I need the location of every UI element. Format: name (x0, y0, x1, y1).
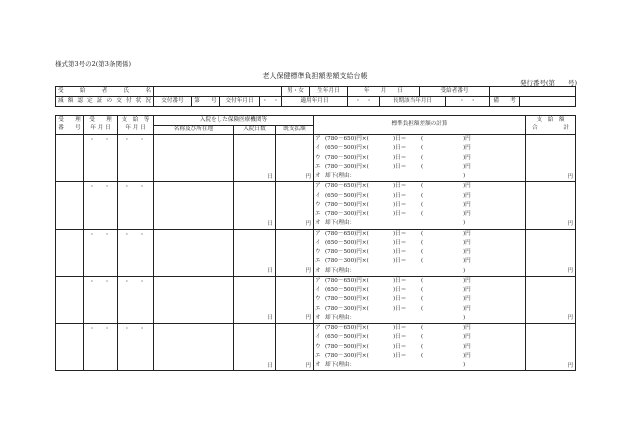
days-cell[interactable]: 日 (234, 324, 276, 371)
calc-line-mid (393, 219, 421, 228)
calc-line (315, 163, 524, 172)
table-row (56, 229, 576, 276)
calc-line-formula: (650－500)円×( (325, 287, 369, 293)
issue-number: 発行番号(第 号) (520, 79, 578, 87)
calc-line-key: ウ (315, 296, 321, 303)
calc-line-paren (421, 172, 466, 181)
calc-line-formula: (780－300)円×( (325, 211, 369, 217)
calc-line-key: オ (315, 314, 321, 321)
calc-line-mid: )日＝ (393, 145, 407, 152)
calc-line (315, 192, 524, 201)
payment-cell[interactable]: 円 (276, 229, 314, 276)
days-header: 入院日数 (234, 126, 276, 135)
payment-cell[interactable]: 円 (276, 324, 314, 371)
calc-line-paren: ( (421, 343, 424, 350)
calc-line (315, 239, 524, 248)
hospital-name-cell[interactable] (154, 229, 234, 276)
total-amount-cell[interactable]: 円 (526, 182, 576, 229)
calc-line-end: )円 (463, 325, 471, 331)
hospital-group-header: 入院をした保険医療機関等 (154, 116, 314, 126)
recipient-header-table (55, 86, 576, 107)
calc-line (315, 305, 524, 314)
calc-line-paren: ( (421, 163, 424, 170)
calc-line-paren: ( (421, 325, 424, 331)
document-title: 老人保健標準負担額差額支給台帳 (262, 72, 368, 80)
calculation-cell[interactable] (314, 229, 526, 276)
received-date-cell[interactable]: ・ ・ (84, 324, 118, 371)
calc-line-paren: ( (421, 258, 424, 265)
applicable-date-label: 適用年月日 (282, 97, 348, 107)
hospital-name-cell[interactable] (154, 324, 234, 371)
calc-line-formula: (650－500)円×( (325, 145, 369, 152)
calc-line (315, 201, 524, 210)
received-date-cell[interactable]: ・ ・ (84, 135, 118, 182)
total-amount-cell[interactable]: 円 (526, 229, 576, 276)
total-amount-cell[interactable]: 円 (526, 324, 576, 371)
calc-line-formula: (650－500)円×( (325, 239, 369, 246)
table-row (56, 182, 576, 229)
hospital-name-cell[interactable] (154, 135, 234, 182)
calc-line-end: )円 (463, 334, 471, 341)
calc-line-mid: )日＝ (393, 211, 407, 217)
issue-number-label: 交付番号 (154, 97, 192, 107)
calc-line-paren: ( (421, 183, 424, 190)
paid-date-cell[interactable]: ・ ・ (118, 324, 154, 371)
calc-line-formula: (780－300)円×( (325, 163, 369, 170)
calc-line-paren: ( (421, 287, 424, 293)
calc-line-formula: (780－650)円×( (325, 230, 369, 237)
calc-line-formula: (780－500)円×( (325, 249, 369, 255)
received-date-cell[interactable]: ・ ・ (84, 276, 118, 323)
calc-line-mid: )日＝ (393, 249, 407, 255)
received-header-bottom: 年 月 日 (90, 125, 111, 131)
total-amount-cell[interactable]: 円 (526, 276, 576, 323)
calc-line (315, 267, 524, 276)
calc-line-mid (393, 267, 421, 276)
calc-line-mid: )日＝ (393, 334, 407, 341)
calc-line (315, 230, 524, 239)
calc-line-key: イ (315, 334, 321, 341)
receipt-number-cell[interactable] (56, 182, 84, 229)
calc-line-key: ア (315, 230, 321, 237)
calc-line-formula: (780－300)円×( (325, 352, 369, 359)
calc-line-mid: )日＝ (393, 343, 407, 350)
calc-line-formula: 却下(理由： (325, 362, 356, 368)
calc-line-formula: (780－650)円×( (325, 325, 369, 331)
calc-line-formula: 却下(理由： (325, 267, 356, 274)
entries-body (56, 135, 576, 371)
calc-line-formula: 却下(理由： (325, 314, 356, 321)
calculation-header: 標準負担額差額の計算 (314, 116, 526, 135)
calc-line-key: ウ (315, 201, 321, 208)
calculation-cell[interactable] (314, 276, 526, 323)
calc-line-end: )円 (463, 163, 471, 170)
long-term-date-value[interactable]: ・ ・ (446, 97, 490, 107)
calc-line-formula: (780－300)円×( (325, 305, 369, 312)
recipient-name-field[interactable] (154, 87, 282, 97)
calc-line (315, 352, 524, 361)
calc-line-end: )円 (463, 136, 471, 142)
calc-line-end: )円 (463, 145, 471, 152)
calc-line-paren: ( (421, 352, 424, 359)
calc-line-mid: )日＝ (393, 277, 407, 284)
calc-line (315, 182, 524, 191)
calc-line-paren: ( (421, 136, 424, 142)
paid-date-cell[interactable]: ・ ・ (118, 276, 154, 323)
paid-header-bottom: 年 月 日 (125, 125, 146, 131)
calc-line-end: )円 (463, 249, 471, 255)
calc-line-key: エ (315, 163, 321, 170)
calc-line (315, 144, 524, 153)
issue-date-value[interactable]: ・ ・ (260, 97, 282, 107)
receipt-number-cell[interactable] (56, 324, 84, 371)
calc-line (315, 286, 524, 295)
calc-line-mid (393, 361, 421, 370)
calc-line-formula: (780－300)円×( (325, 258, 369, 265)
calc-line-mid: )日＝ (393, 183, 407, 190)
paid-date-header (118, 116, 154, 135)
calc-line-key: エ (315, 211, 321, 217)
calc-line-paren: ( (421, 211, 424, 217)
calc-line-key: イ (315, 145, 321, 152)
calc-line-mid: )日＝ (393, 154, 407, 161)
calc-line-key: ア (315, 325, 321, 331)
calculation-cell[interactable] (314, 182, 526, 229)
calc-line-end: ) (463, 362, 466, 368)
calc-line-mid: )日＝ (393, 287, 407, 293)
calc-line-end: )円 (463, 230, 471, 237)
calc-line-end: ) (463, 220, 466, 227)
form-code: 様式第3号の2(第3条関係) (55, 60, 131, 68)
calc-line-key: オ (315, 267, 321, 274)
total-amount-cell[interactable]: 円 (526, 135, 576, 182)
calc-line-key: ウ (315, 343, 321, 350)
calc-line-end: )円 (463, 296, 471, 303)
calc-line-paren: ( (421, 145, 424, 152)
calc-line-paren: ( (421, 296, 424, 303)
days-cell[interactable]: 日 (234, 276, 276, 323)
days-cell[interactable]: 日 (234, 135, 276, 182)
calc-line (315, 333, 524, 342)
calc-line-formula: (780－500)円×( (325, 343, 369, 350)
calc-line-end: )円 (463, 192, 471, 199)
receipt-number-cell[interactable] (56, 276, 84, 323)
birthdate-value[interactable]: 年 月 日 (348, 87, 420, 97)
calc-line (315, 295, 524, 304)
calc-line-formula: (650－500)円×( (325, 192, 369, 199)
recipient-name-label: 受 給 者 氏 名 (56, 87, 154, 97)
calc-line (315, 257, 524, 266)
calc-line-mid (393, 172, 421, 181)
calc-line-mid: )日＝ (393, 239, 407, 246)
calculation-cell[interactable] (314, 135, 526, 182)
received-date-header (84, 116, 118, 135)
calc-line-paren: ( (421, 277, 424, 284)
table-row (56, 276, 576, 323)
payment-cell[interactable]: 円 (276, 182, 314, 229)
calc-line-end: ) (463, 314, 466, 321)
calc-line-mid: )日＝ (393, 230, 407, 237)
calc-line-key: イ (315, 239, 321, 246)
receipt-header-top: 受 理 (58, 117, 81, 124)
calc-line-formula: (780－650)円×( (325, 277, 369, 284)
calc-line-mid: )日＝ (393, 305, 407, 312)
paid-date-cell[interactable]: ・ ・ (118, 229, 154, 276)
hospital-name-cell[interactable] (154, 182, 234, 229)
calc-line-key: ウ (315, 249, 321, 255)
recipient-number-label: 受給者番号 (420, 87, 490, 97)
calc-line-end: )円 (463, 305, 471, 312)
calc-line-end: )円 (463, 211, 471, 217)
calc-line-paren (421, 361, 466, 370)
calc-line-key: エ (315, 258, 321, 265)
calc-line (315, 172, 524, 181)
calc-line-end: )円 (463, 258, 471, 265)
calc-line (315, 219, 524, 228)
days-cell[interactable]: 日 (234, 182, 276, 229)
calc-line-end: ) (463, 173, 466, 179)
calc-line-end: )円 (463, 352, 471, 359)
calc-line-formula: 却下(理由： (325, 173, 356, 179)
calc-line-paren: ( (421, 249, 424, 255)
calc-line (315, 154, 524, 163)
calc-line-paren: ( (421, 305, 424, 312)
remarks-label: 備 考 (490, 97, 520, 107)
calc-line (315, 210, 524, 219)
calc-line-end: )円 (463, 343, 471, 350)
calc-line-mid: )日＝ (393, 201, 407, 208)
calc-line-mid: )日＝ (393, 352, 407, 359)
calc-line (315, 324, 524, 333)
payment-cell[interactable]: 円 (276, 135, 314, 182)
total-header-top: 支 給 額 (536, 117, 565, 124)
calc-line-key: イ (315, 192, 321, 199)
birthdate-label: 生年月日 (310, 87, 348, 97)
hospital-name-header: 名称及び所在地 (154, 126, 234, 135)
calc-line-mid: )日＝ (393, 192, 407, 199)
paid-header-top: 支 給 等 (121, 117, 150, 124)
reduction-cert-label: 減額認定証の交付状況 (56, 97, 154, 107)
total-header-bottom-left: 合 (532, 125, 538, 131)
receipt-number-cell[interactable] (56, 135, 84, 182)
total-header-bottom (528, 126, 573, 132)
gender-label: 男・女 (282, 87, 310, 97)
calc-line (315, 277, 524, 286)
calc-line-end: )円 (463, 287, 471, 293)
calc-line-paren (421, 314, 466, 323)
calc-line-key: オ (315, 362, 321, 368)
calc-line-formula: (650－500)円×( (325, 334, 369, 341)
calc-line-end: )円 (463, 201, 471, 208)
calc-line-formula: (780－650)円×( (325, 136, 369, 142)
calc-line-mid: )日＝ (393, 258, 407, 265)
calc-line-mid: )日＝ (393, 325, 407, 331)
payment-header: 既支払額 (276, 126, 314, 135)
calc-line-mid: )日＝ (393, 296, 407, 303)
receipt-header-bottom: 番 号 (58, 125, 81, 131)
calc-line-end: ) (463, 267, 466, 274)
remarks-field[interactable] (520, 97, 576, 107)
calc-line-paren: ( (421, 154, 424, 161)
calc-line (315, 135, 524, 144)
total-header (526, 116, 576, 135)
table-row (56, 324, 576, 371)
calculation-cell[interactable] (314, 324, 526, 371)
calc-line-key: オ (315, 220, 321, 227)
receipt-number-header (56, 116, 84, 135)
total-header-bottom-right: 計 (563, 125, 569, 131)
calc-line-end: )円 (463, 277, 471, 284)
calc-line-key: イ (315, 287, 321, 293)
calc-line (315, 248, 524, 257)
calc-line-mid: )日＝ (393, 136, 407, 142)
receipt-number-cell[interactable] (56, 229, 84, 276)
calc-line-key: ウ (315, 154, 321, 161)
calc-line-end: )円 (463, 183, 471, 190)
calc-line-key: エ (315, 352, 321, 359)
calc-line-formula: (780－500)円×( (325, 201, 369, 208)
calc-line-paren: ( (421, 334, 424, 341)
calc-line-key: ア (315, 136, 321, 142)
received-header-top: 受 理 (89, 117, 112, 124)
hospital-name-cell[interactable] (154, 276, 234, 323)
calc-line-key: ア (315, 183, 321, 190)
paid-date-cell[interactable]: ・ ・ (118, 135, 154, 182)
received-date-cell[interactable]: ・ ・ (84, 182, 118, 229)
calc-line (315, 361, 524, 370)
issue-number-value[interactable]: 第 号 (192, 97, 220, 107)
calc-line-end: )円 (463, 154, 471, 161)
calc-line-formula: 却下(理由： (325, 220, 356, 227)
payment-cell[interactable]: 円 (276, 276, 314, 323)
calc-line-key: エ (315, 305, 321, 312)
calc-line-paren (421, 219, 466, 228)
calc-line-paren (421, 267, 466, 276)
paid-date-cell[interactable]: ・ ・ (118, 182, 154, 229)
received-date-cell[interactable]: ・ ・ (84, 229, 118, 276)
calc-line (315, 343, 524, 352)
calc-line-end: )円 (463, 239, 471, 246)
calc-line-formula: (780－500)円×( (325, 296, 369, 303)
calc-line-paren: ( (421, 201, 424, 208)
claims-table (55, 115, 576, 371)
calc-line-key: オ (315, 173, 321, 179)
applicable-date-value[interactable]: ・ ・ (348, 97, 380, 107)
calc-line-key: ア (315, 277, 321, 284)
calc-line-formula: (780－650)円×( (325, 183, 369, 190)
calc-line-paren: ( (421, 192, 424, 199)
calc-line-paren: ( (421, 239, 424, 246)
calc-line-mid (393, 314, 421, 323)
long-term-date-label: 長期該当年月日 (380, 97, 446, 107)
table-row (56, 135, 576, 182)
calc-line-paren: ( (421, 230, 424, 237)
calc-line (315, 314, 524, 323)
calc-line-formula: (780－500)円×( (325, 154, 369, 161)
recipient-number-field[interactable] (490, 87, 576, 97)
issue-date-label: 交付年月日 (220, 97, 260, 107)
calc-line-mid: )日＝ (393, 163, 407, 170)
days-cell[interactable]: 日 (234, 229, 276, 276)
